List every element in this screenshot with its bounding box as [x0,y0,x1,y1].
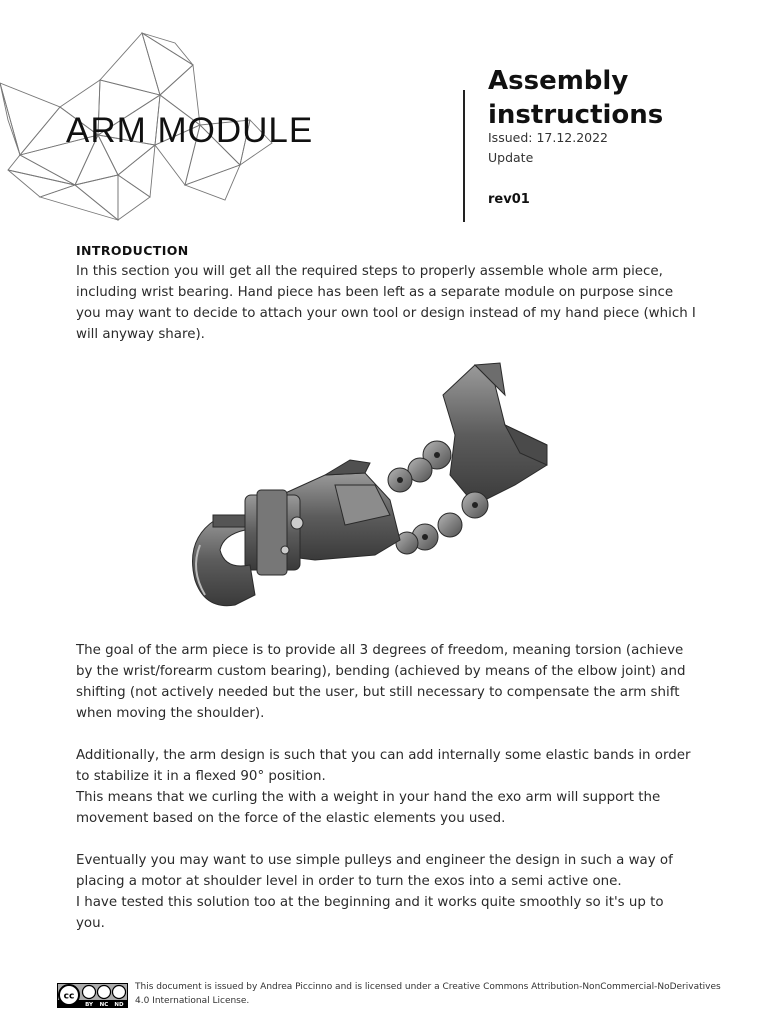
brand-wordmark: ARM MODULE [66,111,314,150]
body-paragraph-degrees-of-freedom: The goal of the arm piece is to provide all 3 degrees of freedom, meaning torsion (achieve by the wrist/forearm custom bearing), bending (achieved by means of the elbow joint) and shifting (not actively needed but the user, but still necessary to compensate the arm shift when moving the shoulder). [76,643,686,721]
cc-nd-label: ND [114,1002,124,1008]
cc-nc-label: NC [99,1002,109,1008]
update-label: Update [488,150,534,165]
revision-label: rev01 [488,192,530,207]
arm-module-render [175,355,565,620]
license-notice: This document is issued by Andrea Piccinno and is licensed under a Creative Commons Attribution-NonCommercial-NoDerivatives 4.0 International License. [135,982,721,1006]
cc-mark: cc [63,991,75,1002]
cc-by-label: BY [85,1002,93,1008]
header-divider [463,90,465,222]
issued-date: Issued: 17.12.2022 [488,130,609,145]
body-paragraph-support: This means that we curling the with a weight in your hand the exo arm will support the movement based on the force of the elastic elements you used. [76,790,661,826]
body-paragraph-pulleys: Eventually you may want to use simple pulleys and engineer the design in such a way of placing a motor at shoulder level in order to turn the exos into a semi active one. [76,853,673,889]
cc-license-badge [57,983,128,1008]
body-paragraph-elastic-bands: Additionally, the arm design is such that you can add internally some elastic bands in order to stabilize it in a flexed 90° position. [76,748,691,784]
page-title: Assembly instructions [488,66,664,130]
introduction-heading: INTRODUCTION [76,243,189,258]
body-paragraph-tested: I have tested this solution too at the beginning and it works quite smoothly so it's up to you. [76,895,664,931]
introduction-paragraph: In this section you will get all the required steps to properly assemble whole arm piece, including wrist bearing. Hand piece has been left as a separate module on purpose since you may want to decide to attach your own tool or design instead of my hand piece (which I will anyway share). [76,264,696,342]
